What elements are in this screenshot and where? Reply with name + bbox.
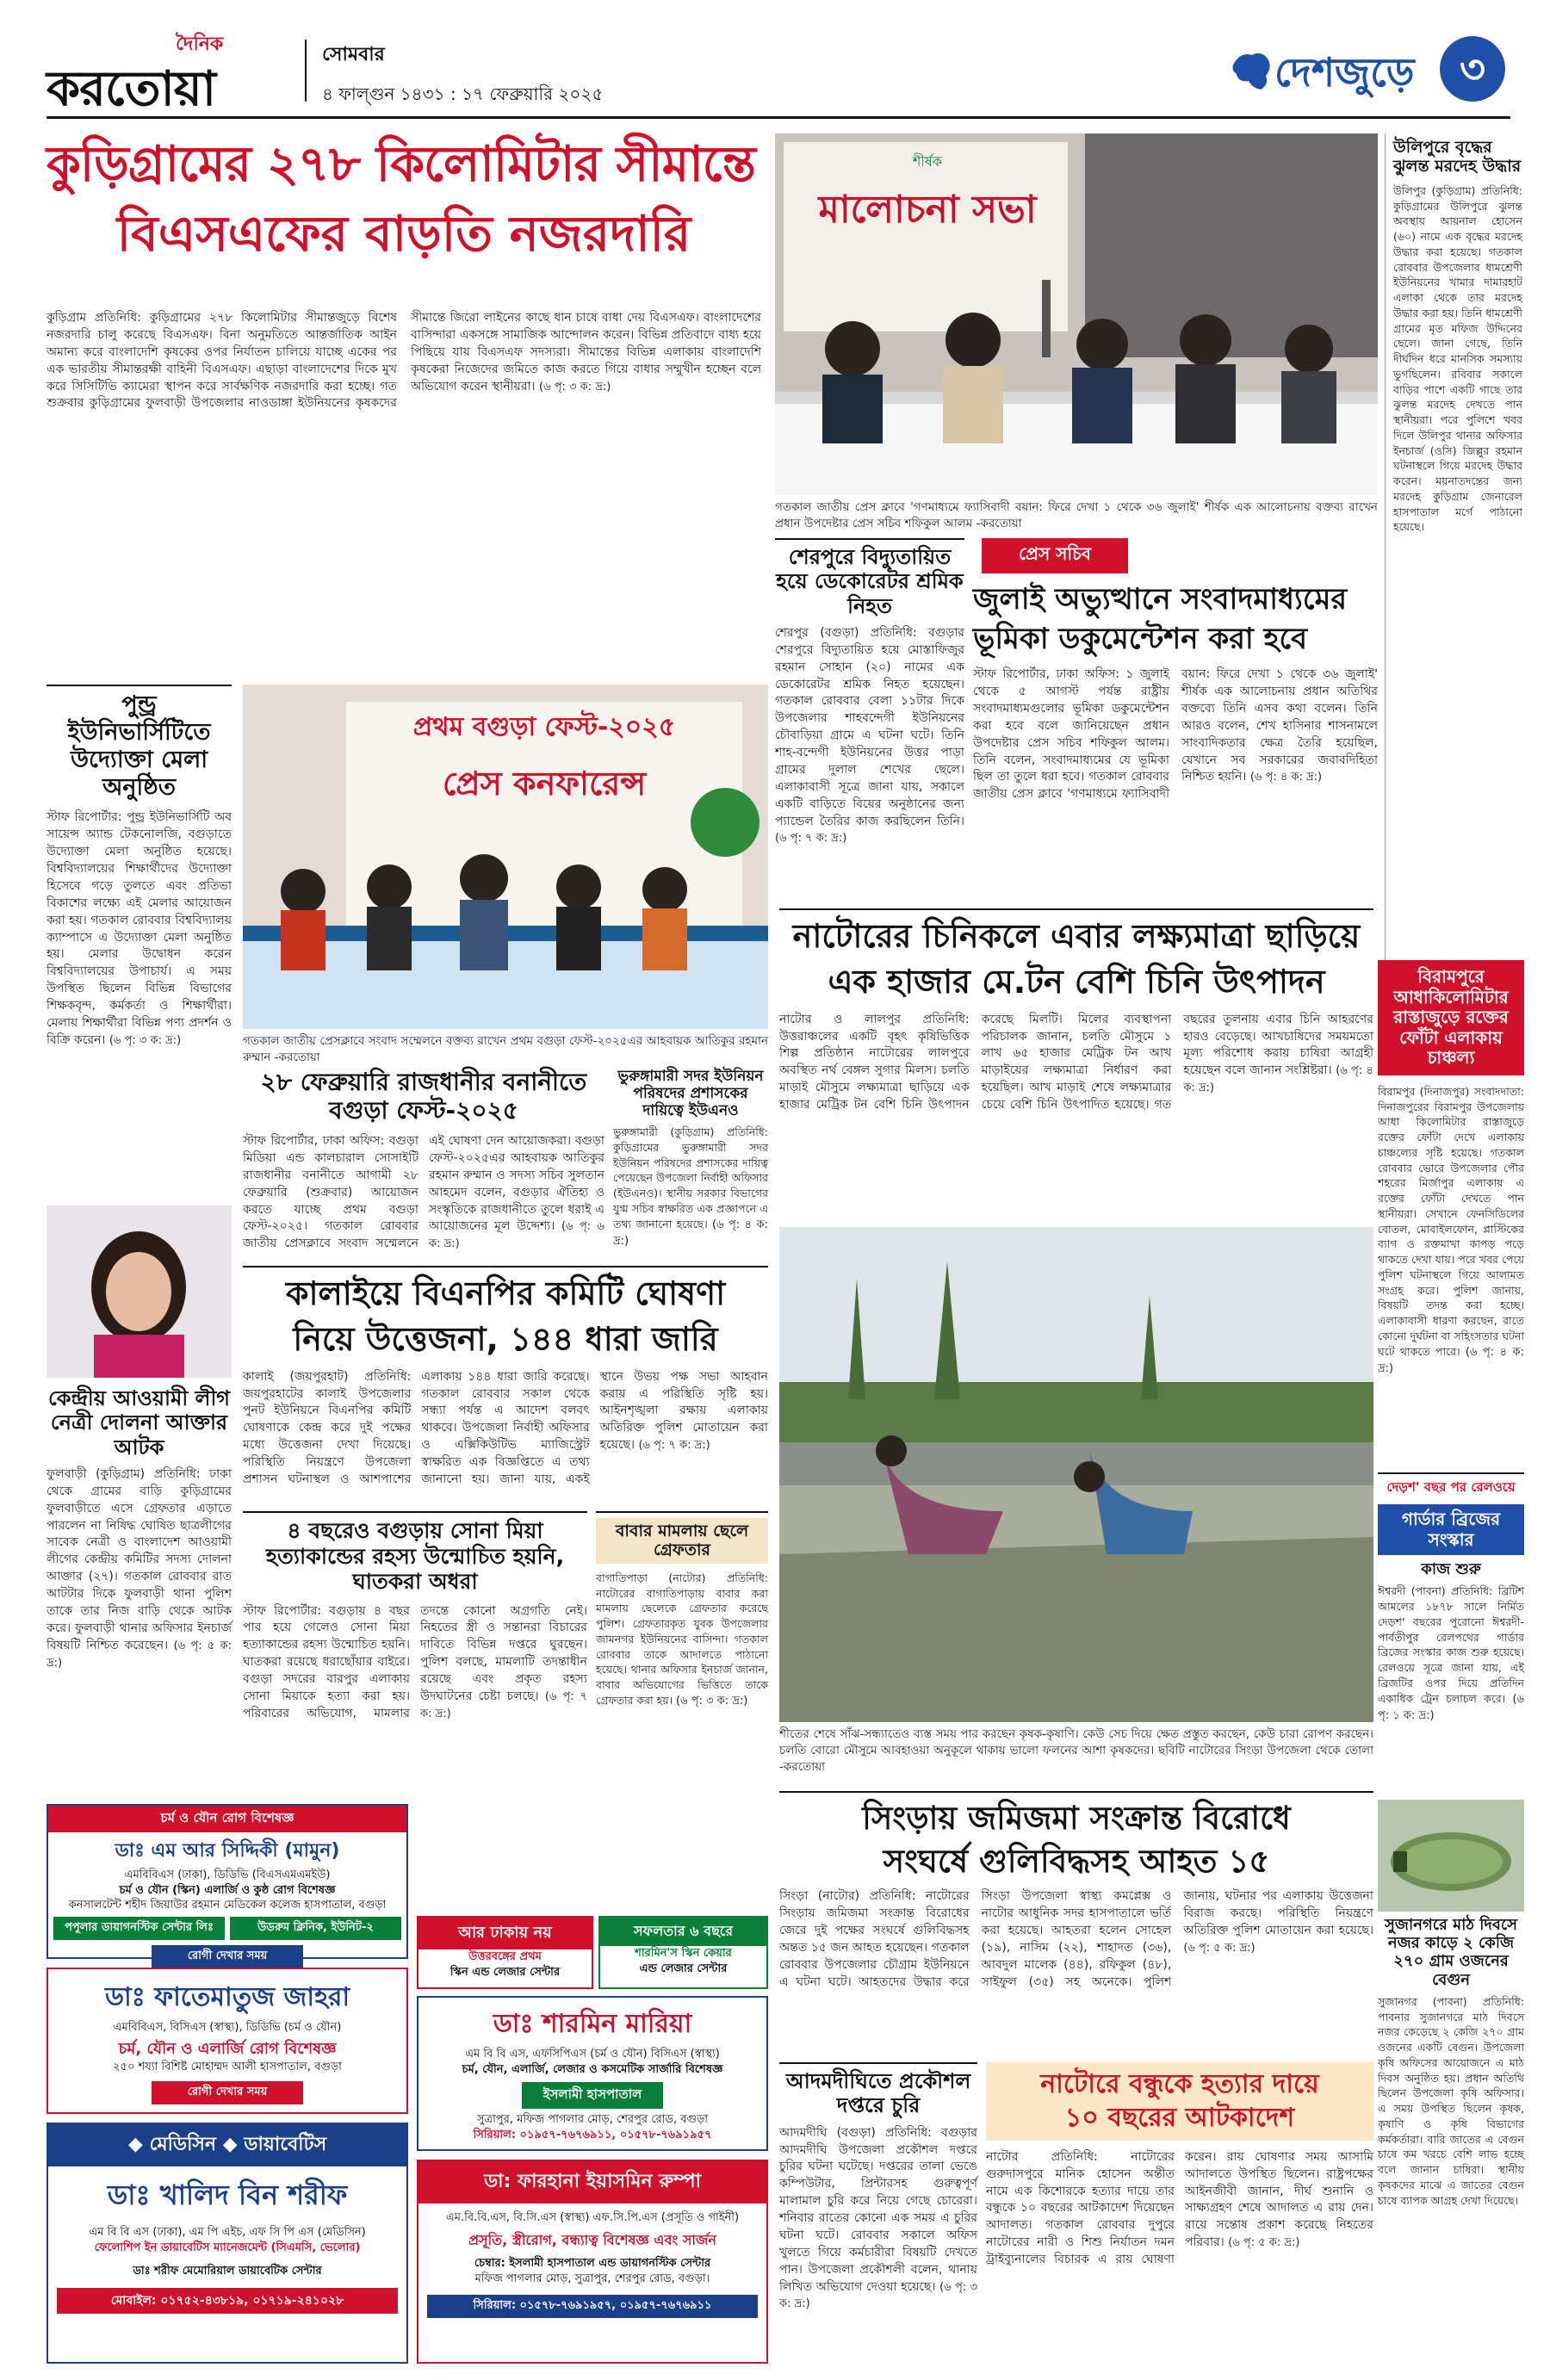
- bogura-fest-story: [243, 1068, 604, 1266]
- sherpur-headline: শেরপুরে বিদ্যুতায়িত হয়ে ডেকোরেটর শ্রমিক নিহত: [776, 545, 964, 618]
- bogura-murder-story: [243, 1511, 587, 1795]
- ad-siddiki-center-1: পপুলার ডায়াগনস্টিক সেন্টার লিঃ: [53, 1917, 225, 1940]
- kalai-headline-1: কালাইয়ে বিএনপির কমিটি ঘোষণা: [285, 1274, 726, 1312]
- ad-dhaka-not: [417, 1916, 593, 1989]
- son-arrest-body-text: বাগাতিপাড়া (নাটোর) প্রতিনিধি: নাটোরের বাগাতিপাড়ায় বাবার করা মামলায় ছেলেকে গ্রেফতার করেছে পুলিশ। গ্রেফতারকৃত যুবক উপজেলার জামনগর ইউনিয়নের বাসিন্দা। গতকাল রোববার তাকে আদালতে পাঠানো হয়েছে। থানার অফিসার ইনচার্জ জানান, বাবার অভিযোগের ভিত্তিতে তাকে গ্রেফতার করা হয়।: [596, 1571, 768, 1707]
- adamdighi-continuation: (৬ পৃ: ৩ ক: দ্র:): [779, 2280, 977, 2311]
- bogura-fest-headline: ২৮ ফেব্রুয়ারি রাজধানীর বনানীতে বগুড়া ফেস্ট-২০২৫: [260, 1068, 587, 1125]
- ad-khalid-name: ডাঃ খালিদ বিন শরীফ: [107, 2179, 348, 2211]
- ad-success-line3: এন্ড লেজার সেন্টার: [639, 1962, 728, 1975]
- newspaper-logo: [46, 29, 296, 117]
- sherpur-body: [775, 625, 964, 847]
- ad-fatematuz-name: ডাঃ ফাতেমাতুজ জাহরা: [104, 1982, 350, 2012]
- dolon-story: [46, 1386, 232, 1791]
- column-rule: [1385, 133, 1386, 960]
- section-title: দেশজুড়ে: [1274, 49, 1415, 96]
- ad-khalid-phone: মোবাইল: ০১৭৫২-৪৩৮১৯, ০১৭১৯-২৪১০২৮: [57, 2288, 398, 2314]
- lead-headline-line2: বিএসএফের বাড়তি নজরদারি: [116, 206, 691, 263]
- ad-sharmin-name: ডাঃ শারমিন মারিয়া: [493, 2009, 692, 2039]
- logo-small-text: দৈনিক: [176, 34, 224, 55]
- birampur-continuation: (৬ পৃ: ৪ ক: দ্র:): [1378, 1345, 1524, 1376]
- natore-verdict-body-text: নাটোর প্রতিনিধি: নাটোরের গুরুদাসপুরে মানিক হোসেন অন্তীত নামে এক কিশোরকে হত্যার দায়ে তার বন্ধুকে ১০ বছরের আটকাদেশ দিয়েছেন আদালত। গতকাল রোববার দুপুরে নাটোরের নারী ও শিশু নির্যাতন দমন ট্রাইব্যুনালের বিচারক এ রায় ঘোষণা করেন। রায় ঘোষণার সময় আসামি আদালতে উপস্থিত ছিলেন। রাষ্ট্রপক্ষের আইনজীবী জানান, দীর্ঘ শুনানি ও সাক্ষ্যগ্রহণ শেষে আদালত এ রায় দেন। রায়ে সন্তোষ প্রকাশ করেছে নিহতের পরিবার।: [986, 2149, 1373, 2267]
- bogura-murder-body-text: স্টাফ রিপোর্টার: বগুড়ায় ৪ বছর পার হয়ে গেলেও সোনা মিয়া হত্যাকান্ডের রহস্য উন্মোচিত হয়নি। ঘাতকরা রয়েছে ধরাছোঁয়ার বাইরে। বগুড়া সদরের বারপুর এলাকায় সোনা মিয়াকে হত্যা করা হয়। পরিবারের অভিযোগ, মামলার তদন্তে কোনো অগ্রগতি নেই। নিহতের স্ত্রী ও সন্তানরা বিচারের দাবিতে বিভিন্ন দপ্তরে ঘুরছেন। পুলিশ বলছে, মামলাটি তদন্তাধীন রয়েছে এবং প্রকৃত রহস্য উদঘাটনের চেষ্টা চলছে।: [243, 1603, 587, 1720]
- ad-rumpa-specialty: প্রসূতি, স্ত্রীরোগ, বন্ধ্যাত্ব বিশেষজ্ঞ এবং সার্জন: [468, 2231, 716, 2248]
- press-secretary-body-text: স্টাফ রিপোর্টার, ঢাকা অফিস: ১ জুলাই থেকে ৫ আগস্ট পর্যন্ত রাষ্ট্রীয় সংবাদমাধ্যমগুলোর ভূমিকা ডকুমেন্টেশন করা হবে বলে জানিয়েছেন প্রধান উপদেষ্টার প্রেস সচিব শফিকুল আলম। তিনি বলেন, সংবাদমাধ্যমের যে ভূমিকা ছিল তা তুলে ধরা হবে। গতকাল রোববার জাতীয় প্রেস ক্লাবে 'গণমাধ্যমে ফ্যাসিবাদী বয়ান: ফিরে দেখা ১ থেকে ৩৬ জুলাই' শীর্ষক এক আলোচনায় প্রধান অতিথির বক্তব্যে তিনি এসব কথা বলেন। তিনি আরও বলেন, শেখ হাসিনার শাসনামলে সাংবাদিকতার ক্ষেত্র তৈরি হয়েছিল, যেখানে সব সরকারের জবাবদিহিতা নিশ্চিত হয়নি।: [973, 667, 1378, 802]
- bangladesh-map-icon: [1226, 45, 1278, 108]
- ad-khalid-chamber: ডাঃ শরীফ মেমোরিয়াল ডায়াবেটিক সেন্টার: [133, 2265, 322, 2278]
- press-meet-photo: [775, 133, 1378, 495]
- ad-rumpa-phone: সিরিয়াল: ০১৫৭৮-৭৬৯১৯৫৭, ০১৯৫৭-৭৬৭৬৯১১: [427, 2295, 758, 2318]
- page-number: ৩: [1440, 36, 1505, 102]
- lead-headline-line1: কুড়িগ্রামের ২৭৮ কিলোমিটার সীমান্তে: [46, 136, 755, 193]
- ad-siddiki: [46, 1804, 408, 1962]
- press-meet-caption: [775, 499, 1378, 534]
- ulipur-body: উলিপুর (কুড়িগ্রাম) প্রতিনিধি: কুড়িগ্রামের উলিপুরে ঝুলন্ত অবস্থায় আয়নাল হোসেন (৬০) নামে এক বৃদ্ধের মরদেহ উদ্ধার করা হয়েছে। গতকাল রোববার উপজেলার ধামশ্রেণী ইউনিয়নের খামার দামারহাট এলাকা থেকে তার মরদেহ উদ্ধার করা হয়। তিনি ধামশ্রেণী গ্রামের মৃত মফিজ উদ্দিনের ছেলে। জানা গেছে, তিনি দীর্ঘদিন ধরে মানসিক সমস্যায় ভুগছিলেন। রবিবার সকালে বাড়ির পাশে একটি গাছে তার ঝুলন্ত মরদেহ দেখতে পান স্থানীয়রা। পরে পুলিশে খবর দিলে উলিপুর থানার অফিসার ইনচার্জ (ওসি) জিল্লুর রহমান ঘটনাস্থলে গিয়ে মরদেহ উদ্ধার করেন। ময়নাতদন্তের জন্য মরদেহ কুড়িগ্রাম জেনারেল হাসপাতাল মর্গে পাঠানো হয়েছে।: [1393, 183, 1522, 534]
- natore-sugar-body-text: নাটোর ও লালপুর প্রতিনিধি: উত্তরাঞ্চলের একটি বৃহৎ কৃষিভিত্তিক শিল্প প্রতিষ্ঠান নাটোরের লালপুরে অবস্থিত নর্থ বেঙ্গল সুগার মিলস। চলতি মাড়াই মৌসুমে লক্ষ্যমাত্রা ছাড়িয়ে এক হাজার মেট্রিক টন বেশি চিনি উৎপাদন করেছে মিলটি। মিলের ব্যবস্থাপনা পরিচালক জানান, চলতি মৌসুমে ১ লাখ ৬৫ হাজার মেট্রিক টন আখ মাড়াইয়ের লক্ষ্যমাত্রা নির্ধারণ করা হয়েছিল। আখ মাড়াই শেষে লক্ষ্যমাত্রার চেয়ে বেশি চিনি উৎপাদিত হয়েছে। গত বছরের তুলনায় এবার চিনি আহরণের হারও বেড়েছে। আখচাষিদের সময়মতো মূল্য পরিশোধ করায় চাষিরা আগ্রহী হয়েছেন বলে জানান সংশ্লিষ্টরা।: [779, 1012, 1373, 1113]
- press-secretary-kicker: প্রেস সচিব: [982, 538, 1128, 573]
- bhurungamari-headline: ভুরুঙ্গামারী সদর ইউনিয়ন পরিষদের প্রশাসকের দায়িত্বে ইউএনও: [617, 1068, 764, 1120]
- ad-rumpa-degrees: এম.বি.বি.এস, বি.সি.এস (স্বাস্থ্য) এফ.সি.পি.এস (প্রসূতি ও গাইনী): [445, 2211, 740, 2224]
- kalai-body: [243, 1369, 768, 1489]
- birampur-body-text: বিরামপুর (দিনাজপুর) সংবাদদাতা: দিনাজপুরের বিরামপুর উপজেলায় আধা কিলোমিটার রাস্তাজুড়ে রক্তের ফোঁটা দেখে এলাকায় চাঞ্চল্যের সৃষ্টি হয়েছে। গতকাল রোববার ভোরে উপজেলার পৌর শহরের মির্জাপুর এলাকায় এ রক্তের ফোঁটা দেখতে পান স্থানীয়রা। সেখানে ফেনসিডিলের বোতল, মোবাইলফোন, প্লাস্টিকের ব্যাগ ও রক্তমাখা কাপড় পড়ে থাকতে দেখা যায়। পরে খবর পেয়ে পুলিশ ঘটনাস্থলে গিয়ে আলামত সংগ্রহ করে। পুলিশ জানায়, বিষয়টি তদন্ত করা হচ্ছে। এলাকাবাসী ধারণা করছেন, রাতে কোনো দুর্ঘটনা বা সহিংসতার ঘটনা ঘটে থাকতে পারে।: [1378, 1084, 1524, 1358]
- section-badge: [1226, 31, 1510, 110]
- press-secretary-story: [973, 538, 1378, 883]
- bhurungamari-body-text: ভুরুঙ্গামারী (কুড়িগ্রাম) প্রতিনিধি: কুড়িগ্রামের ভুরুঙ্গামারী সদর ইউনিয়ন পরিষদের প্রশাসকের দায়িত্ব পেয়েছেন উপজেলা নির্বাহী অফিসার (ইউএনও)। স্থানীয় সরকার বিভাগের যুগ্ম সচিব স্বাক্ষরিত এক প্রজ্ঞাপনে এ তথ্য জানানো হয়েছে।: [613, 1125, 768, 1230]
- natore-verdict-headline-1: নাটোরে বন্ধুকে হত্যার দায়ে: [1040, 2069, 1319, 2099]
- singra-headline-2: সংঘর্ষে গুলিবিদ্ধসহ আহত ১৫: [883, 1842, 1270, 1880]
- ulipur-headline: উলিপুরে বৃদ্ধের ঝুলন্ত মরদেহ উদ্ধার: [1393, 138, 1522, 177]
- ad-fatematuz-serial: রোগী দেখার সময়: [152, 2081, 303, 2104]
- banner-big-text: মালোচনা সভা: [818, 188, 1037, 232]
- lead-continuation: (৬ পৃ: ৩ ক: দ্র:): [539, 380, 611, 394]
- natore-verdict-body: [986, 2149, 1373, 2269]
- son-arrest-body: [596, 1571, 768, 1709]
- natore-verdict-continuation: (৬ পৃ: ৫ ক: দ্র:): [1228, 2236, 1300, 2250]
- birampur-headline: বিরামপুরে আধাকিলোমিটার রাস্তাজুড়ে রক্তের ফোঁটা এলাকায় চাঞ্চল্য: [1378, 960, 1524, 1075]
- sherpur-continuation: (৬ পৃ: ৭ ক: দ্র:): [775, 832, 847, 846]
- university-fair-continuation: (৬ পৃ: ৩ ক: দ্র:): [108, 1033, 182, 1047]
- university-fair-story: [46, 685, 232, 1193]
- issue-date-text: ৪ ফাল্গুন ১৪৩১ : ১৭ ফেব্রুয়ারি ২০২৫: [322, 84, 604, 104]
- ad-sharmin-hospital: ইসলামী হাসপাতাল: [522, 2082, 663, 2109]
- railway-kicker: দেড়শ' বছর পর রেলওয়ে: [1378, 1472, 1524, 1499]
- ad-fatematuz: [46, 1968, 408, 2114]
- kalai-bnp-story: [243, 1266, 768, 1498]
- son-arrest-headline: বাবার মামলায় ছেলে গ্রেফতার: [596, 1518, 768, 1564]
- birampur-story: [1378, 960, 1524, 1460]
- sujanagar-headline: সুজানগরে মাঠ দিবসে নজর কাড়ে ২ কেজি ২৭০ গ্রাম ওজনের বেগুন: [1384, 1916, 1517, 1989]
- ad-khalid-degrees: এম বি বি এস (ঢাকা), এম পি এইচ, এফ সি পি এস (মেডিসিন): [89, 2226, 366, 2239]
- press-meet-caption-text: গতকাল জাতীয় প্রেস ক্লাবে 'গণমাধ্যমে ফ্যাসিবাদী বয়ান: ফিরে দেখা ১ থেকে ৩৬ জুলাই' শীর্ষক এক আলোচনায় বক্তব্য রাখেন প্রধান উপদেষ্টার প্রেস সচিব শফিকুল আলম -করতোয়া: [775, 500, 1378, 530]
- singra-clash-story: [779, 1791, 1373, 2054]
- ad-siddiki-name: ডাঃ এম আর সিদ্দিকী (মামুন): [115, 1840, 340, 1862]
- railway-body-text: ঈশ্বরদী (পাবনা) প্রতিনিধি: ব্রিটিশ আমলের ১৮৭৮ সালে নির্মিত দেড়শ' বছরের পুরোনো ঈশ্বরদী-পার্বতীপুর রেলপথের গার্ডার ব্রিজের সংস্কার কাজ শুরু হয়েছে। রেলওয়ে সূত্রে জানা যায়, এই ব্রিজটির ওপর দিয়ে প্রতিদিন একাধিক ট্রেন চলাচল করে।: [1378, 1584, 1524, 1705]
- kalai-headline-2: নিয়ে উত্তেজনা, ১৪৪ ধারা জারি: [293, 1319, 718, 1358]
- dolon-headline: কেন্দ্রীয় আওয়ামী লীগ নেত্রী দোলনা আক্তার আটক: [47, 1386, 231, 1460]
- lead-body: [46, 310, 761, 672]
- ad-siddiki-center-2: উডরুম ক্লিনিক, ইউনিট-২: [230, 1917, 401, 1940]
- sherpur-story: [775, 538, 964, 904]
- bogura-fest-banner: [355, 706, 734, 827]
- natore-sugar-headline-2: এক হাজার মে.টন বেশি চিনি উৎপাদন: [828, 962, 1325, 1001]
- ad-fatematuz-specialty: চর্ম, যৌন ও এলার্জি রোগ বিশেষজ্ঞ: [118, 2039, 337, 2058]
- bogura-fest-banner-line2: প্রেস কনফারেন্স: [442, 765, 647, 803]
- railway-headline: গার্ডার ব্রিজের সংস্কার: [1378, 1504, 1524, 1555]
- ad-khalid-band: ◆ মেডিসিন ◆ ডায়াবেটিস: [48, 2124, 406, 2166]
- masthead: [46, 24, 1510, 119]
- lead-headline: [46, 136, 761, 300]
- press-secretary-continuation: (৬ পৃ: ৪ ক: দ্র:): [1249, 771, 1323, 784]
- ad-fatematuz-hospital: ২৫০ শয্যা বিশিষ্ট মোহাম্মদ আলী হাসপাতাল, বগুড়া: [113, 2060, 342, 2073]
- son-arrest-story: [596, 1511, 768, 1795]
- ad-fatematuz-degrees: এমবিবিএস, বিসিএস (স্বাস্থ্য), ডিডিভি (চর্ম ও যৌন): [113, 2021, 342, 2034]
- bhurungamari-story: [613, 1068, 768, 1261]
- railway-body: [1378, 1584, 1524, 1724]
- ad-sharmin: [417, 1996, 768, 2151]
- dolon-continuation: (৬ পৃ: ৫ ক: দ্র:): [46, 1639, 232, 1670]
- university-fair-body: [46, 809, 232, 1049]
- son-arrest-continuation: (৬ পৃ: ৩ ক: দ্র:): [676, 1694, 748, 1708]
- ad-siddiki-hospital: কনসালটেন্ট শহীদ জিয়াউর রহমান মেডিকেল কলেজ হাসপাতাল, বগুড়া: [68, 1899, 387, 1912]
- bogura-fest-banner-line1: প্রথম বগুড়া ফেস্ট-২০২৫: [412, 712, 676, 742]
- bogura-murder-continuation: (৬ পৃ: ৭ ক: দ্র:): [420, 1689, 587, 1720]
- ad-sharmin-services: চর্ম, যৌন, এলার্জি, লেজার ও কসমেটিক সার্জারি বিশেষজ্ঞ: [462, 2062, 723, 2076]
- natore-verdict-headline-2: ১০ বছরের আটকাদেশ: [1064, 2103, 1295, 2134]
- bhurungamari-continuation: (৬ পৃ: ৪ ক: দ্র:): [613, 1218, 768, 1249]
- adamdighi-body-text: আদমদীঘি (বগুড়া) প্রতিনিধি: বগুড়ার আদমদীঘি উপজেলা প্রকৌশল দপ্তরে চুরির ঘটনা ঘটেছে। দপ্তরের তালা ভেঙে কম্পিউটার, প্রিন্টারসহ গুরুত্বপূর্ণ মালামাল চুরি করে নিয়ে গেছে চোরেরা। শনিবার রাতের কোনো এক সময় এ চুরির ঘটনা ঘটে। রোববার সকালে অফিস খুলতে গিয়ে কর্মচারীরা বিষয়টি দেখতে পান। উপজেলা প্রকৌশলী বলেন, থানায় লিখিত অভিযোগ দেওয়া হয়েছে।: [779, 2125, 977, 2294]
- ad-khalid-fellowship: ফেলোশিপ ইন ডায়াবেটিস ম্যানেজমেন্ট (সিএমসি, ভেলোর): [94, 2241, 361, 2254]
- dolon-body: [46, 1466, 232, 1672]
- bogura-fest-photo: [243, 685, 768, 1029]
- issue-date: [305, 40, 603, 102]
- bogura-murder-body: [243, 1603, 587, 1723]
- ad-dhaka-not-line2: উত্তরবঙ্গের প্রথম: [468, 1950, 542, 1963]
- birampur-body: [1378, 1084, 1524, 1378]
- railway-sub: কাজ শুরু: [1421, 1560, 1481, 1579]
- press-secretary-body: [973, 666, 1378, 803]
- dolon-portrait: [46, 1205, 232, 1378]
- ad-rumpa-chamber: চেম্বার: ইসলামী হাসপাতাল এন্ড ডায়াগনস্টিক সেন্টার: [474, 2257, 711, 2271]
- adamdighi-headline: আদমদীঘিতে প্রকৌশল দপ্তরে চুরি: [785, 2069, 971, 2118]
- singra-headline-1: সিংড়ায় জমিজমা সংক্রান্ত বিরোধে: [862, 1800, 1291, 1837]
- bogura-fest-body: [243, 1133, 604, 1253]
- sujanagar-story: [1378, 1916, 1524, 2364]
- bogura-fest-caption-text: গতকাল জাতীয় প্রেসক্লাবে সংবাদ সম্মেলনে বক্তব্য রাখেন প্রথম বগুড়া ফেস্ট-২০২৫এর আহবায়ক আতিকুর রহমান রুম্মান -করতোয়া: [243, 1034, 768, 1064]
- ad-dhaka-not-line1: আর ঢাকায় নয়: [418, 1918, 592, 1949]
- ad-siddiki-serial: রোগী দেখার সময়: [152, 1945, 303, 1968]
- sherpur-body-text: শেরপুর (বগুড়া) প্রতিনিধি: বগুড়ার শেরপুরে বিদ্যুতায়িত হয়ে মোস্তাফিজুর রহমান সোহান (২০) নামের এক ডেকোরেটর শ্রমিক নিহত হয়েছেন। গতকাল রোববার বেলা ১১টার দিকে উপজেলার শাহবন্দেগী ইউনিয়নের চৌবাড়িয়া গ্রামে এ ঘটনা ঘটে। তিনি শাহ-বন্দেগী ইউনিয়নের উত্তর পাড়া গ্রামের দুলাল শেখের ছেলে। এলাকাবাসী সূত্রে জানা যায়, সকালে একটি বাড়িতে বিয়ের অনুষ্ঠানের জন্য প্যান্ডেল তৈরির কাজ করছিলেন তিনি।: [775, 625, 964, 828]
- ad-siddiki-band: চর্ম ও যৌন রোগ বিশেষজ্ঞ: [48, 1806, 406, 1832]
- railway-story: [1378, 1472, 1524, 1791]
- ad-dhaka-not-line3: স্কিন এন্ড লেজার সেন্টার: [450, 1965, 561, 1979]
- bhurungamari-body: [613, 1125, 768, 1249]
- ad-success: [598, 1916, 768, 1989]
- singra-continuation: (৬ পৃ: ৫ ক: দ্র:): [1183, 1941, 1256, 1955]
- press-secretary-headline-2: ভূমিকা ডকুমেন্টেশন করা হবে: [973, 622, 1308, 657]
- rice-field-caption-text: শীতের শেষে সাঁঝ-সন্ধ্যাতেও ব্যস্ত সময় পার করছেন কৃষক-কৃষাণি। কেউ সেচ দিয়ে ক্ষেত প্রস্তুত করছেন, কেউ চারা রোপণ করছেন। চলতি বোরো মৌসুমে আবহাওয়া অনুকূলে থাকায় ভালো ফলনের আশা কৃষকদের। ছবিটি নাটোরের সিংড়া উপজেলা থেকে তোলা -করতোয়া: [779, 1727, 1373, 1774]
- ad-khalid: [46, 2123, 408, 2364]
- banner-small-text: শীর্ষক: [912, 153, 943, 170]
- bogura-fest-continuation: (৬ পৃ: ৬ ক: দ্র:): [429, 1220, 604, 1251]
- ad-rumpa-name: ডা: ফারহানা ইয়াসমিন রুম্পা: [418, 2161, 766, 2203]
- singra-body-text: সিংড়া (নাটোর) প্রতিনিধি: নাটোরের সিংড়ায় জমিজমা সংক্রান্ত বিরোধের জেরে দুই পক্ষের সংঘর্ষে গুলিবিদ্ধসহ অন্তত ১৫ জন আহত হয়েছেন। গতকাল রোববার উপজেলার চৌগ্রাম ইউনিয়নে এ ঘটনা ঘটে। আহতদের উদ্ধার করে সিংড়া উপজেলা স্বাস্থ্য কমপ্লেক্স ও নাটোর আধুনিক সদর হাসপাতালে ভর্তি করা হয়েছে। আহতরা হলেন সোহেল (১৯), নাসিম (২২), শাহাদত (৩৬), আবদুল মালেক (৪৪), রফিকুল (৪৮), সাইফুল (৩৫) সহ অনেকে। পুলিশ জানায়, ঘটনার পর এলাকায় উত্তেজনা বিরাজ করছে। পরিস্থিতি নিয়ন্ত্রণে অতিরিক্ত পুলিশ মোতায়েন করা হয়েছে।: [779, 1889, 1373, 1989]
- university-fair-body-text: স্টাফ রিপোর্টার: পুন্ড্র ইউনিভার্সিটি অব সায়েন্স অ্যান্ড টেকনোলজি, বগুড়াতে উদ্যোক্তা মেলা অনুষ্ঠিত হয়েছে। বিশ্ববিদ্যালয়ের শিক্ষার্থীদের উদ্যোক্তা হিসেবে গড়ে তুলতে এবং প্রতিভা বিকাশের লক্ষ্যে এই মেলার আয়োজন করা হয়। গতকাল রোববার বিশ্ববিদ্যালয় ক্যাম্পাসে এ উদ্যোক্তা মেলা অনুষ্ঠিত হয়। মেলার উদ্বোধন করেন বিশ্ববিদ্যালয়ের উপাচার্য। এ সময় উপস্থিত ছিলেন বিভিন্ন বিভাগের শিক্ষকবৃন্দ, কর্মকর্তা ও শিক্ষার্থীরা। মেলায় শিক্ষার্থীরা বিভিন্ন পণ্য প্রদর্শন ও বিক্রি করেন।: [46, 810, 232, 1047]
- bogura-fest-body-text: স্টাফ রিপোর্টার, ঢাকা অফিস: বগুড়া মিডিয়া এন্ড কালচারাল সোসাইটি রাজধানীর বনানীতে আগামী ২৮ ফেব্রুয়ারি (শুক্রবার) আয়োজন করতে যাচ্ছে প্রথম বগুড়া ফেস্ট-২০২৫। গতকাল রোববার জাতীয় প্রেসক্লাবে সংবাদ সম্মেলনে এই ঘোষণা দেন আয়োজকরা। বগুড়া ফেস্ট-২০২৫এর আহবায়ক আতিকুর রহমান রুম্মান ও সদস্য সচিব সুলতান আহমেদ বলেন, বগুড়ার ঐতিহ্য ও সংস্কৃতিকে রাজধানীতে তুলে ধরাই এ আয়োজনের মূল উদ্দেশ্য।: [243, 1134, 604, 1251]
- ad-sharmin-phone: সিরিয়াল: ০১৯৫৭-৭৬৭৬৯১১, ০১৫৭৮-৭৬৯১৯৫৭: [473, 2128, 712, 2141]
- ulipur-story: [1393, 138, 1522, 534]
- ad-siddiki-specialty: চর্ম ও যৌন (স্কিন) এলার্জি ও কুষ্ঠ রোগ বিশেষজ্ঞ: [119, 1883, 336, 1897]
- natore-sugar-body: [779, 1012, 1373, 1114]
- press-meet-banner: [794, 151, 1061, 288]
- singra-body: [779, 1888, 1373, 1991]
- ad-siddiki-degrees: এমবিবিএস (ঢাকা), ডিডিভি (বিএসএমএমইউ): [124, 1869, 331, 1881]
- rice-field-caption: [779, 1726, 1373, 1778]
- lead-body-text: কুড়িগ্রাম প্রতিনিধি: কুড়িগ্রামের ২৭৮ কিলোমিটার সীমান্তজুড়ে বিশেষ নজরদারি চালু করেছে বিএসএফ। বিনা অনুমতিতে আন্তর্জাতিক আইন অমান্য করে বাংলাদেশি কৃষকের ওপর নির্যাতন চালিয়ে যাচ্ছে একের পর এক ভারতীয় সীমান্তরক্ষী বাহিনী বিএসএফ। এছাড়া বাংলাদেশের দিকে মুখ করে সিসিটিভি ক্যামেরা স্থাপন করে সার্বক্ষণিক নজরদারি করা হচ্ছে। গত শুক্রবার কুড়িগ্রামের ফুলবাড়ী উপজেলার নাওডাঙ্গা ইউনিয়নের কৃষকদের সীমান্তে জিরো লাইনের কাছে ধান চাষে বাধা দেয় বিএসএফ। বাংলাদেশের বাসিন্দারা একসঙ্গে সামাজিক আন্দোলন করেন। বিভিন্ন প্রতিবাদে বাধ্য হয়ে পিছিয়ে যায় বিএসএফ সদস্যরা। সীমান্তের বিভিন্ন এলাকায় বাংলাদেশি কৃষকেরা নিজেদের জমিতে কাজ করতে গিয়ে বাধার সম্মুখীন হচ্ছেন বলে অভিযোগ করেন স্থানীয়রা।: [46, 311, 761, 411]
- natore-verdict-story: [986, 2062, 1373, 2364]
- kalai-body-text: কালাই (জয়পুরহাট) প্রতিনিধি: জয়পুরহাটের কালাই উপজেলার পুনট ইউনিয়নে বিএনপির কমিটি ঘোষণাকে কেন্দ্র করে দুই পক্ষের মধ্যে উত্তেজনা দেখা দিয়েছে। পরিস্থিতি নিয়ন্ত্রণে উপজেলা প্রশাসন ঘটনাস্থল ও আশপাশের এলাকায় ১৪৪ ধারা জারি করেছে। গতকাল রোববার সকাল থেকে সন্ধ্যা পর্যন্ত এ আদেশ বলবৎ থাকবে। উপজেলা নির্বাহী অফিসার ও এক্সিকিউটিভ ম্যাজিস্ট্রেট স্বাক্ষরিত এক বিজ্ঞপ্তিতে এ তথ্য জানানো হয়। জানা যায়, একই স্থানে উভয় পক্ষ সভা আহবান করায় এ পরিস্থিতি সৃষ্টি হয়। আইনশৃঙ্খলা রক্ষায় এলাকায় অতিরিক্ত পুলিশ মোতায়েন করা হয়েছে।: [243, 1369, 768, 1486]
- eggplant-photo: [1378, 1800, 1524, 1912]
- bogura-murder-headline: ৪ বছরেও বগুড়ায় সোনা মিয়া হত্যাকান্ডের রহস্য উন্মোচিত হয়নি, ঘাতকরা অধরা: [265, 1518, 565, 1594]
- press-secretary-headline-1: জুলাই অভ্যুত্থানে সংবাদমাধ্যমের: [973, 582, 1348, 617]
- ad-rumpa-address: মফিজ পাগলার মোড়, সুত্রাপুর, শেরপুর রোড, বগুড়া।: [474, 2272, 710, 2285]
- university-fair-headline: পুন্ড্র ইউনিভার্সিটিতে উদ্যোক্তা মেলা অনুষ্ঠিত: [67, 691, 211, 801]
- ad-success-line2: শারমিন'স স্কিন কেয়ার: [635, 1947, 732, 1960]
- railway-continuation: (৬ পৃ: ১ ক: দ্র:): [1378, 1692, 1524, 1723]
- kalai-continuation: (৬ পৃ: ৭ ক: দ্র:): [638, 1439, 710, 1453]
- natore-sugar-continuation: (৬ পৃ: ৪ ক: দ্র:): [1183, 1064, 1373, 1095]
- ad-success-line1: সফলতার ৬ বছরে: [600, 1918, 766, 1946]
- natore-verdict-headline-box: [986, 2062, 1373, 2141]
- ad-sharmin-address: সুত্রাপুর, মফিজ পাগলার মোড়, শেরপুর রোড, বগুড়া: [476, 2113, 709, 2127]
- dolon-body-text: ফুলবাড়ী (কুড়িগ্রাম) প্রতিনিধি: ঢাকা থেকে গ্রামের বাড়ি কুড়িগ্রামের ফুলবাড়ীতে এসে গ্রেফতার এড়াতে পারলেন না নিষিদ্ধ ঘোষিত ছাত্রলীগের সাবেক নেত্রী ও বাংলাদেশ আওয়ামী লীগের কেন্দ্রীয় কমিটির সদস্য দোলনা আক্তার (২৭)। গতকাল রোববার রাত আটটার দিকে ফুলবাড়ী থানা পুলিশ তাকে তার নিজ বাড়ি থেকে আটক করে। ফুলবাড়ী থানার অফিসার ইনচার্জ বিষয়টি নিশ্চিত করেছেন।: [46, 1466, 232, 1652]
- ad-rumpa: [417, 2160, 768, 2364]
- rice-field-photo: [779, 1227, 1373, 1722]
- ad-sharmin-degrees: এম বি বি এস, এফসিপিএস (চর্ম ও যৌন) বিসিএস (স্বাস্থ্য): [465, 2048, 720, 2061]
- natore-sugar-story: [779, 908, 1373, 1218]
- adamdighi-story: [779, 2062, 977, 2364]
- natore-sugar-headline-1: নাটোরের চিনিকলে এবার লক্ষ্যমাত্রা ছাড়িয়ে: [792, 917, 1361, 955]
- logo-big-text: করতোয়া: [46, 60, 215, 117]
- adamdighi-body: [779, 2125, 977, 2314]
- issue-day: সোমবার: [322, 44, 385, 65]
- sujanagar-body: সুজানগর (পাবনা) প্রতিনিধি: পাবনার সুজানগরে মাঠ দিবসে নজর কেড়েছে ২ কেজি ২৭০ গ্রাম ওজনের একটি বেগুন। উপজেলা কৃষি অফিসের আয়োজনে এ মাঠ দিবস অনুষ্ঠিত হয়। প্রধান অতিথি ছিলেন উপজেলা কৃষি অফিসার। এ সময় উপস্থিত ছিলেন কৃষক, কৃষাণি ও কৃষি বিভাগের কর্মকর্তারা। বারি জাতের এ বেগুন চাষে কম খরচে বেশি লাভ হচ্ছে বলে জানান চাষিরা। স্থানীয় কৃষকদের মাঝে এ জাতের বেগুন চাষে ব্যাপক আগ্রহ দেখা দিয়েছে।: [1378, 1994, 1524, 2207]
- bogura-fest-caption: [243, 1033, 768, 1064]
